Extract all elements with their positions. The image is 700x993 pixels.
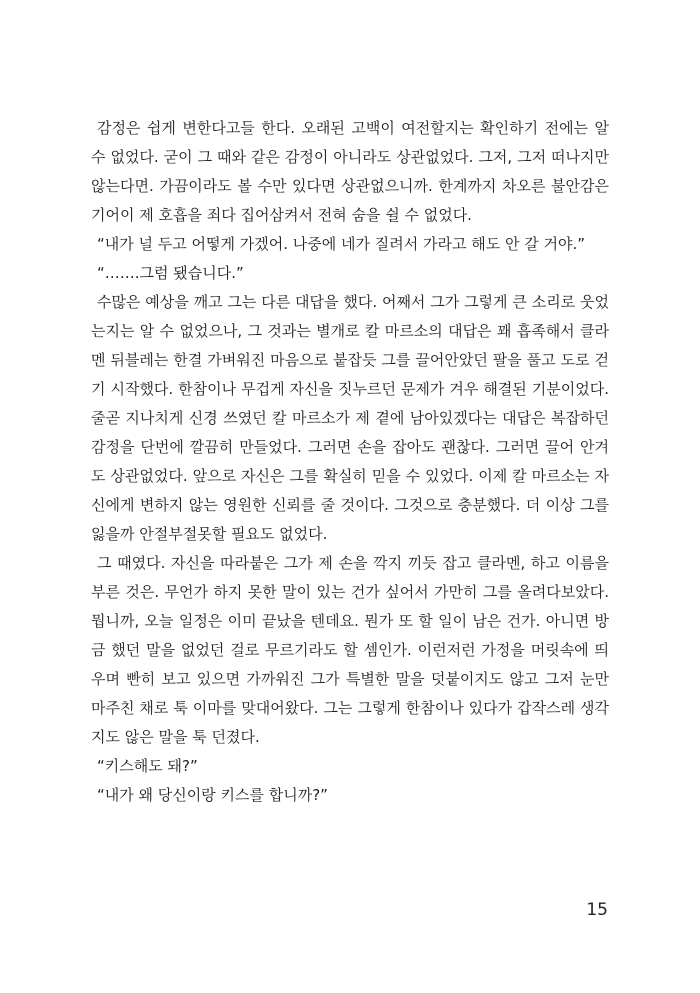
dialogue-paragraph: “키스해도 돼?” [97, 757, 198, 775]
dialogue-paragraph: “…….그럼 됐습니다.” [97, 264, 244, 282]
dialogue-paragraph: “내가 왜 당신이랑 키스를 합니까?” [97, 786, 328, 804]
paragraph: 그 때였다. 자신을 따라붙은 그가 제 손을 깍지 끼듯 잡고 클라멘, 하고 이름을 부른 것은. 무언가 하지 못한 말이 있는 건가 싶어서 가만히 그를 올려다보았다. 뭡니까, 오늘 일정은 이미 끝났을 텐데요. 뭔가 또 할 일이 남은 건가. 아니면 방금 했던 말을 없었던 걸로 무르기라도 할 셈인가. 이런저런 가정을 머릿속에 띄우며 빤히 보고 있으면 가까워진 그가 특별한 말을 덧붙이지도 않고 그저 눈만 마주친 채로 툭 이마를 맞대어왔다. 그는 그렇게 한참이나 있다가 갑작스레 생각지도 않은 말을 툭 던졌다. [91, 554, 609, 746]
page-number: 15 [586, 900, 608, 920]
body-text [91, 114, 609, 810]
paragraph: 수많은 예상을 깨고 그는 다른 대답을 했다. 어째서 그가 그렇게 큰 소리로 웃었는지는 알 수 없었으나, 그 것과는 별개로 칼 마르소의 대답은 꽤 흡족해서 클라멘 뒤블레는 한결 가벼워진 마음으로 붙잡듯 그를 끌어안았던 팔을 풀고 도로 걷기 시작했다. 한참이나 무겁게 자신을 짓누르던 문제가 겨우 해결된 기분이었다. 줄곧 지나치게 신경 쓰였던 칼 마르소가 제 곁에 남아있겠다는 대답은 복잡하던 감정을 단번에 깔끔히 만들었다. 그러면 손을 잡아도 괜찮다. 그러면 끌어 안겨도 상관없었다. 앞으로 자신은 그를 확실히 믿을 수 있었다. 이제 칼 마르소는 자신에게 변하지 않는 영원한 신뢰를 줄 것이다. 그것으로 충분했다. 더 이상 그를 잃을까 안절부절못할 필요도 없었다. [91, 293, 609, 543]
paragraph: 감정은 쉽게 변한다고들 한다. 오래된 고백이 여전할지는 확인하기 전에는 알 수 없었다. 굳이 그 때와 같은 감정이 아니라도 상관없었다. 그저, 그저 떠나지만 않는다면. 가끔이라도 볼 수만 있다면 상관없으니까. 한계까지 차오른 불안감은 기어이 제 호흡을 죄다 집어삼켜서 전혀 숨을 쉴 수 없었다. [91, 119, 609, 224]
dialogue-paragraph: “내가 널 두고 어떻게 가겠어. 나중에 네가 질려서 가라고 해도 안 갈 거야.” [97, 235, 586, 253]
